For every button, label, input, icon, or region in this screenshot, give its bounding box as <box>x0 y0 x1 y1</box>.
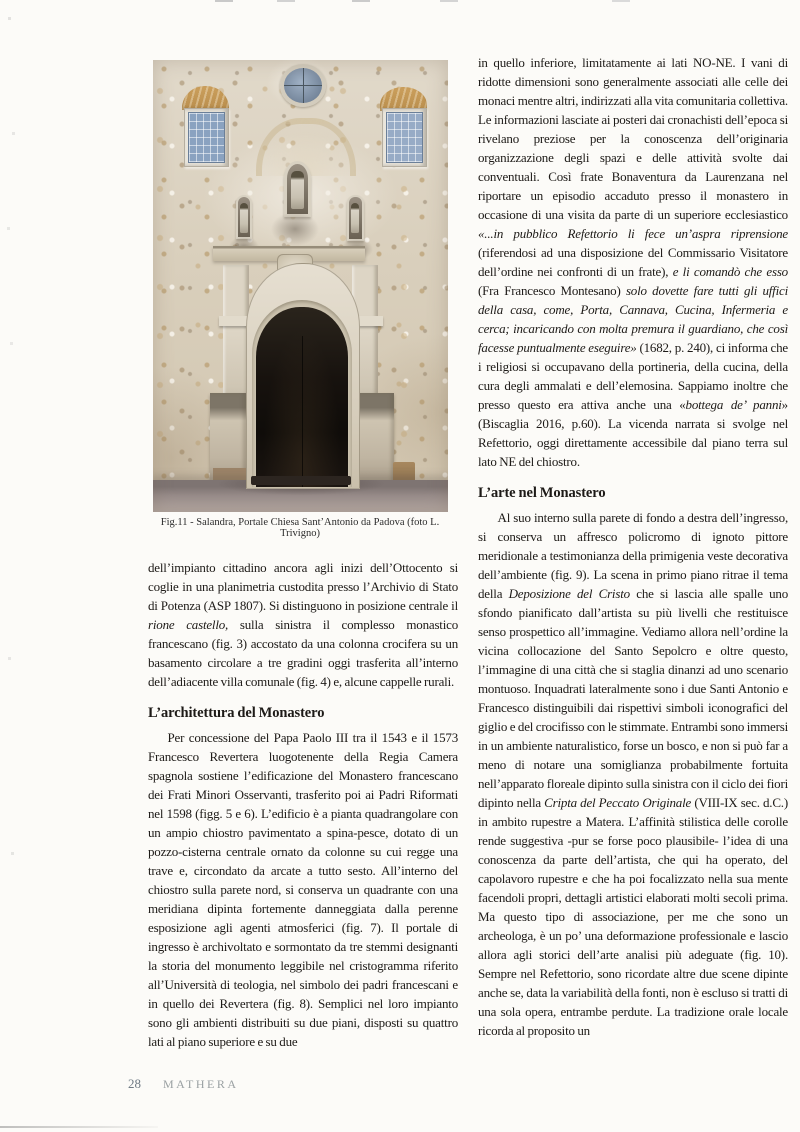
section-heading-architettura: L’architettura del Monastero <box>148 705 325 721</box>
statue-sant-antonio <box>291 171 304 209</box>
niche-base-center <box>271 212 319 246</box>
door-threshold <box>251 476 351 485</box>
statue-niche-right <box>347 195 364 241</box>
window-left-fan-lintel <box>182 86 229 110</box>
scan-artifact-left-edge <box>6 12 9 15</box>
page-number: 28 <box>128 1076 141 1091</box>
left-column <box>148 558 458 1060</box>
oculus-mullions <box>284 68 322 103</box>
page-footer <box>128 1075 239 1093</box>
paragraph-architettura: Per concessione del Papa Paolo III tra il 1543 e il 1573 Francesco Revertera luogotenente della Regia Camera spagnola sostiene l’edificazione del Monastero francescano dei Frati Minori Osservanti, trasferito poi ai Padri Riformati nel 1598 (figg. 5 e 6). L’edificio è a pianta quadrangolare con un ampio chiostro pavimentato a spina-pesce, dotato di un pozzo-cisterna centrale ornato da colonne su cui regge una trave e, circondato da arcate a tutto sesto. All’interno del chiostro sulla parete nord, si conserva un quadrante con una meridiana dipinta fortemente danneggiata dalla perenne esposizione agli agenti atmosferici (fig. 7). Il portale di ingresso è archivoltato e sormontato da tre stemmi designanti la storia del monumento leggibile nel cristogramma riferito all’Università di teologia, nel simbolo dei padri francescani e in quello dei Revertera (fig. 8). Semplici nel loro impianto sono gli ambienti distribuiti su due piani, disposti su quattro lati al piano superiore e su due <box>148 730 458 1049</box>
scan-artifact-top <box>0 0 18 2</box>
paragraph-refettorio: in quello inferiore, limitatamente ai lati NO-NE. I vani di ridotte dimensioni sono generalmente associati alle celle dei monaci mentre altri, indirizzati alla vita comunitaria collettiva. Le informazioni lasciate ai posteri dai cronachisti dell’epoca si rivelano preziose per la conoscenza dell’originaria organizzazione degli spazi e delle attività svolte dai conventuali. Così frate Bonaventura da Laurenzana nel riportare un episodio accaduto presso il monastero in occasione di una visita da parte di un superiore ecclesiastico «...in pubblico Refettorio li fece un’aspra riprensione (riferendosi ad una disposizione del Commissario Visitatore dell’ordine nei confronti di un frate), e li comandò che esso (Fra Francesco Montesano) solo dovette fare tutti gli uffici della casa, come, Porta, Cannava, Cucina, Infermeria e cerca; incaricando con molta premura il guardiano, che così facesse puntualmente eseguire» (1682, p. 240), ci informa che i religiosi si occupavano della portineria, della cucina, della cura degli ammalati e dell’elemosina. Sappiamo inoltre che presso questo era attiva anche una «bottega de’ panni» (Biscaglia 2016, p.60). La vicenda narrata si svolge nel Refettorio, oggi direttamente accessibile dal piano terra sul lato NE del chiostro. <box>478 55 788 469</box>
paragraph-urban-plan: dell’impianto cittadino ancora agli inizi dell’Ottocento si coglie in una planimetria custodita presso l’Archivio di Stato di Potenza (ASP 1807). Si distinguono in posizione centrale il rione castello, sulla sinistra il complesso monastico francescano (fig. 3) accostato da una colonna crocifera su un basamento circolare a tre gradini oggi trasferita all’interno dell’adiacente villa comunale (fig. 4) e, alcune cappelle rurali. <box>148 560 458 689</box>
statue-niche-center <box>284 161 311 217</box>
portal-pedestal-right <box>356 393 394 485</box>
church-portal-photo <box>153 60 448 512</box>
window-left-glass <box>188 112 225 163</box>
paragraph-affresco: Al suo interno sulla parete di fondo a destra dell’ingresso, si conserva un affresco policromo di ignoto pittore meridionale a testimonianza della primigenia veste decorativa dell’ambiente (fig. 9). La scena in primo piano ritrae il tema della Deposizione del Cristo che si lascia alle spalle uno sfondo pianificato dall’artista su più livelli che restituisce senso prospettico all’immagine. Vediamo allora nell’ordine la vicina collocazione del Santo Sepolcro e oltre questo, l’immagine di una città che si staglia dinanzi ad uno scenario montuoso. Inquadrati lateralmente sono i due Santi Antonio e Francesco distinguibili dai rispettivi simboli iconografici del giglio e del crocifisso con le stimmate. Entrambi sono immersi in un ambiente naturalistico, forse un bosco, e non si può far a meno di notare una somiglianza probabilmente fortuita nell’apparato floreale dipinto sulla sinistra con il ciclo dei fiori dipinto nella Cripta del Peccato Originale (VIII-IX sec. d.C.) in ambito rupestre a Matera. L’affinità stilistica delle corolle rende suggestiva -pur se forse poco plausibile- l’idea di una conoscenza da parte dell’artista, che qui ha operato, del capolavoro rupestre e che ha poi focalizzato nella sua mente facendoli propri, dettagli artistici elaborati molti secoli prima. Ma questo tipo di associazione, per me che sono un archeologa, è un po’ una deformazione professionale e lascio allora agli storici dell’arte analisi più adeguate (fig. 10). Sempre nel Refettorio, sono ricordate altre due scene dipinte anche se, data la variabilità della fonti, non è escluso si tratti di una sola opera, entrambe perdute. La tradizione orale locale ricorda al proposito un <box>478 510 788 1038</box>
figure-caption: Fig.11 - Salandra, Portale Chiesa Sant’Antonio da Padova (foto L. Trivigno) <box>160 517 440 539</box>
statue-niche-left <box>236 195 252 239</box>
section-heading-arte: L’arte nel Monastero <box>478 485 606 501</box>
scan-artifact-bottom <box>0 1126 158 1128</box>
statue-right <box>351 203 359 233</box>
window-right-glass <box>386 112 423 163</box>
magazine-name: MATHERA <box>163 1077 239 1091</box>
right-column <box>478 53 788 1095</box>
oculus-window <box>280 64 326 107</box>
statue-left <box>240 203 248 233</box>
portal-door <box>256 307 348 487</box>
door-seam <box>302 336 303 487</box>
